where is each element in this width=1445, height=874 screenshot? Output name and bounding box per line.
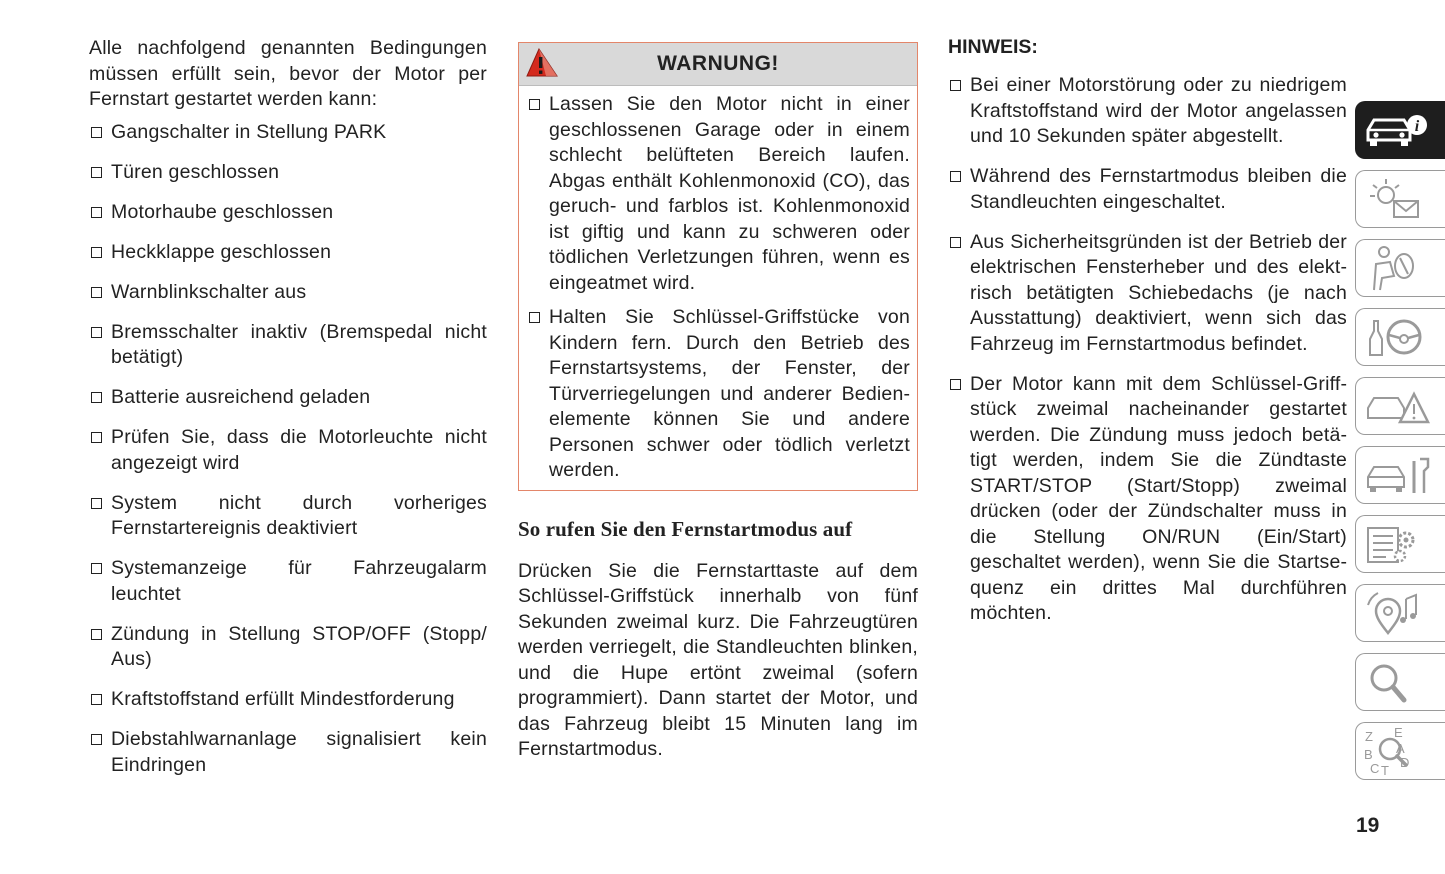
tab-technical-data[interactable] (1355, 515, 1445, 573)
checkbox-bullet-icon (91, 392, 102, 403)
list-item: Gangschalter in Stellung PARK (89, 120, 487, 146)
page-number: 19 (1356, 814, 1380, 837)
conditions-list (89, 120, 487, 779)
svg-text:D: D (1400, 755, 1410, 770)
column-warning-section (518, 42, 918, 763)
checkbox-bullet-icon (91, 432, 102, 443)
checkbox-bullet-icon (91, 207, 102, 218)
warning-title: WARNUNG! (657, 52, 779, 75)
emergency-icon (1360, 380, 1444, 434)
svg-text:C: C (1370, 761, 1380, 776)
tab-starting-driving[interactable] (1355, 308, 1445, 366)
list-item: Bei einer Motorstörung oder zu niedrigem Kraftstoffstand wird der Motor angelassen und 10 Sekunden später abgestellt. (948, 73, 1347, 150)
note-title: HINWEIS: (948, 36, 1038, 58)
svg-text:T: T (1381, 763, 1389, 778)
list-item: Batterie ausreichend geladen (89, 385, 487, 411)
tab-alphabetical-index[interactable] (1355, 722, 1445, 780)
checkbox-bullet-icon (91, 734, 102, 745)
note-list (948, 73, 1347, 627)
checkbox-bullet-icon (91, 287, 102, 298)
index-letters (1364, 725, 1409, 778)
alphabetical-index-icon (1360, 725, 1444, 779)
svg-text:i: i (1414, 118, 1420, 135)
svg-text:E: E (1394, 725, 1403, 740)
car-info-icon (1360, 104, 1444, 158)
warning-list (527, 92, 910, 484)
servicing-maintenance-icon (1360, 449, 1444, 503)
list-item: Aus Sicherheitsgründen ist der Betrieb der elektrischen Fensterheber und des elektrisch betätigten Schiebedachs (je nach Ausstattung) deaktiviert, wenn sich das Fahrzeug im Fernstartmodus befindet. (948, 230, 1347, 358)
list-item: Diebstahlwarnanlage signalisiert kein Eindringen (89, 727, 487, 778)
technical-data-icon (1360, 518, 1444, 572)
list-item: System nicht durch vorheriges Fernstartereignis deaktiviert (89, 491, 487, 542)
tab-servicing[interactable] (1355, 446, 1445, 504)
warning-box (518, 42, 918, 491)
warning-header (519, 43, 917, 86)
list-item: Motorhaube geschlossen (89, 200, 487, 226)
checkbox-bullet-icon (91, 127, 102, 138)
safety-airbag-icon (1360, 242, 1444, 296)
list-item: Türen geschlossen (89, 160, 487, 186)
tab-safety[interactable] (1355, 239, 1445, 297)
tab-multimedia[interactable] (1355, 584, 1445, 642)
svg-text:B: B (1364, 747, 1373, 762)
list-item: Lassen Sie den Motor nicht in einer geschlossenen Garage oder in einem schlecht belüfteten Bereich laufen. Abgas enthält Kohlenmonoxid (CO), das geruch- und farblos ist. Kohlenmonoxid ist giftig und kann zu schweren oder tödlichen Verletzungen führen, wenn es eingeatmet wird. (527, 92, 910, 296)
warning-body (519, 86, 917, 490)
checkbox-bullet-icon (950, 379, 961, 390)
multimedia-icon (1360, 587, 1444, 641)
checkbox-bullet-icon (91, 327, 102, 338)
starting-driving-icon (1360, 311, 1444, 365)
svg-text:Z: Z (1365, 729, 1373, 744)
list-item: Während des Fernstartmodus bleiben die Standleuchten eingeschaltet. (948, 164, 1347, 215)
list-item: Prüfen Sie, dass die Motorleuchte nicht angezeigt wird (89, 425, 487, 476)
list-item: Halten Sie Schlüssel-Griffstücke von Kindern fern. Durch den Betrieb des Fernstartsystems, der Fenster, der Türverriegelungen und anderer Bedienelemente können Sie und andere Personen schwer oder tödlich verletzt werden. (527, 305, 910, 484)
intro-paragraph: Alle nachfolgend genannten Bedingungen müssen erfüllt sein, bevor der Motor per Fernstart gestartet werden kann: (89, 37, 487, 110)
list-item: Kraftstoffstand erfüllt Mindestforderung (89, 687, 487, 713)
section-body: Drücken Sie die Fernstarttaste auf dem Schlüssel-Griffstück innerhalb von fünf Sekunden zweimal kurz. Die Fahrzeugtüren werden verriegelt, die Standleuchten blinken, und die Hupe ertönt zweimal (sofern programmiert). Dann startet der Motor, und das Fahrzeug bleibt 15 Minuten lang im Fernstartmodus. (518, 559, 918, 760)
list-item: Heckklappe geschlossen (89, 240, 487, 266)
checkbox-bullet-icon (529, 99, 540, 110)
svg-text:A: A (1396, 741, 1405, 756)
checkbox-bullet-icon (91, 498, 102, 509)
checkbox-bullet-icon (91, 167, 102, 178)
tab-warning-lights[interactable] (1355, 170, 1445, 228)
list-item: Der Motor kann mit dem Schlüssel-Griffstück zweimal nacheinander gestartet werden. Die Zündung muss jedoch betätigt werden, indem Sie die Zündtaste START/STOP (Start/Stopp) zweimal drücken (oder der Zündschalter muss in die Stellung ON/RUN (Ein/Start) geschaltet werden), wenn Sie die Startsequenz ein drittes Mal durchführen möchten. (948, 372, 1347, 627)
list-item: Warnblinkschalter aus (89, 280, 487, 306)
column-conditions (89, 36, 487, 793)
search-index-icon (1360, 656, 1444, 710)
warning-lights-messages-icon (1360, 173, 1444, 227)
tab-car-info[interactable] (1355, 101, 1445, 159)
checkbox-bullet-icon (950, 80, 961, 91)
checkbox-bullet-icon (529, 312, 540, 323)
checkbox-bullet-icon (950, 237, 961, 248)
tab-emergency[interactable] (1355, 377, 1445, 435)
checkbox-bullet-icon (91, 247, 102, 258)
checkbox-bullet-icon (91, 694, 102, 705)
checkbox-bullet-icon (91, 563, 102, 574)
checkbox-bullet-icon (91, 629, 102, 640)
checkbox-bullet-icon (950, 171, 961, 182)
list-item: Zündung in Stellung STOP/OFF (Stopp/ Aus) (89, 622, 487, 673)
tab-search[interactable] (1355, 653, 1445, 711)
list-item: Bremsschalter inaktiv (Bremspedal nicht betätigt) (89, 320, 487, 371)
section-heading: So rufen Sie den Fernstartmodus auf (518, 516, 853, 541)
column-note (948, 36, 1347, 641)
list-item: Systemanzeige für Fahrzeugalarm leuchtet (89, 556, 487, 607)
